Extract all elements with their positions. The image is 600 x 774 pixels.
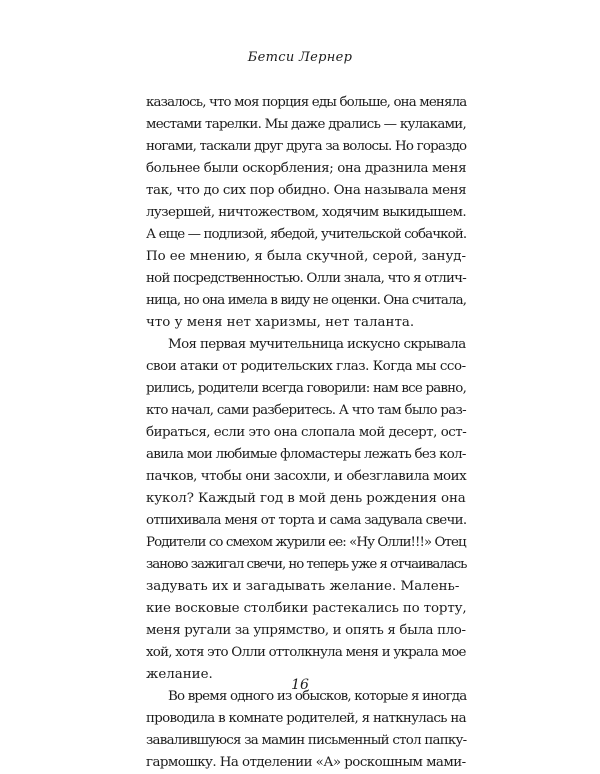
text-line: задувать их и загадывать желание. Малень- <box>146 579 460 594</box>
paragraph-first-line: Моя первая мучительница искусно скрывала <box>168 337 466 352</box>
text-line: кие восковые столбики растекались по торту, <box>146 601 467 616</box>
text-line: что у меня нет харизмы, нет таланта. <box>146 315 415 330</box>
text-line: желание. <box>146 667 213 682</box>
text-line: гармошку. На отделении «А» роскошным мами- <box>146 755 466 770</box>
text-line: меня ругали за упрямство, и опять я была пло- <box>146 623 466 638</box>
running-head-author: Бетси Лернер <box>247 50 353 65</box>
text-line: По ее мнению, я была скучной, серой, зануд- <box>146 249 466 264</box>
text-line: рились, родители всегда говорили: нам все равно, <box>146 381 467 396</box>
text-line: так, что до сих пор обидно. Она называла меня <box>146 183 467 198</box>
text-line: ногами, таскали друг друга за волосы. Но гораздо <box>146 139 467 154</box>
text-line: местами тарелки. Мы даже дрались — кулаками, <box>146 117 466 132</box>
text-line: ница, но она имела в виду не оценки. Она считала, <box>146 293 467 308</box>
text-line: проводила в комнате родителей, я наткнулась на <box>146 711 466 726</box>
text-line: заново зажигал свечи, но теперь уже я отчаивалась <box>146 557 467 572</box>
body-text <box>146 92 466 774</box>
text-line: свои атаки от родительских глаз. Когда мы ссо- <box>146 359 466 374</box>
text-line: бираться, если это она слопала мой десерт, ост- <box>146 425 467 440</box>
text-line: А еще — подлизой, ябедой, учительской собачкой. <box>146 227 467 242</box>
text-line: кто начал, сами разберитесь. А что там было раз- <box>146 403 466 418</box>
text-line: кукол? Каждый год в мой день рождения она <box>146 491 466 506</box>
text-line: Родители со смехом журили ее: «Ну Олли!!!» Отец <box>146 535 466 550</box>
text-line: авила мои любимые фломастеры лежать без кол- <box>146 447 466 462</box>
text-line: казалось, что моя порция еды больше, она меняла <box>146 95 467 110</box>
text-line: ной посредственностью. Олли знала, что я отлич- <box>146 271 466 286</box>
text-line: лузершей, ничтожеством, ходячим выкидышем. <box>146 205 467 220</box>
paragraph-first-line: Во время одного из обысков, которые я иногда <box>168 689 467 704</box>
text-line: больнее были оскорбления; она дразнила меня <box>146 161 467 176</box>
text-line: завалившуюся за мамин письменный стол папку- <box>146 733 467 748</box>
text-line: пачков, чтобы они засохли, и обезглавила моих <box>146 469 467 484</box>
page-number: 16 <box>291 677 309 693</box>
text-line: отпихивала меня от торта и сама задувала свечи. <box>146 513 467 528</box>
text-line: хой, хотя это Олли оттолкнула меня и украла мое <box>146 645 466 660</box>
